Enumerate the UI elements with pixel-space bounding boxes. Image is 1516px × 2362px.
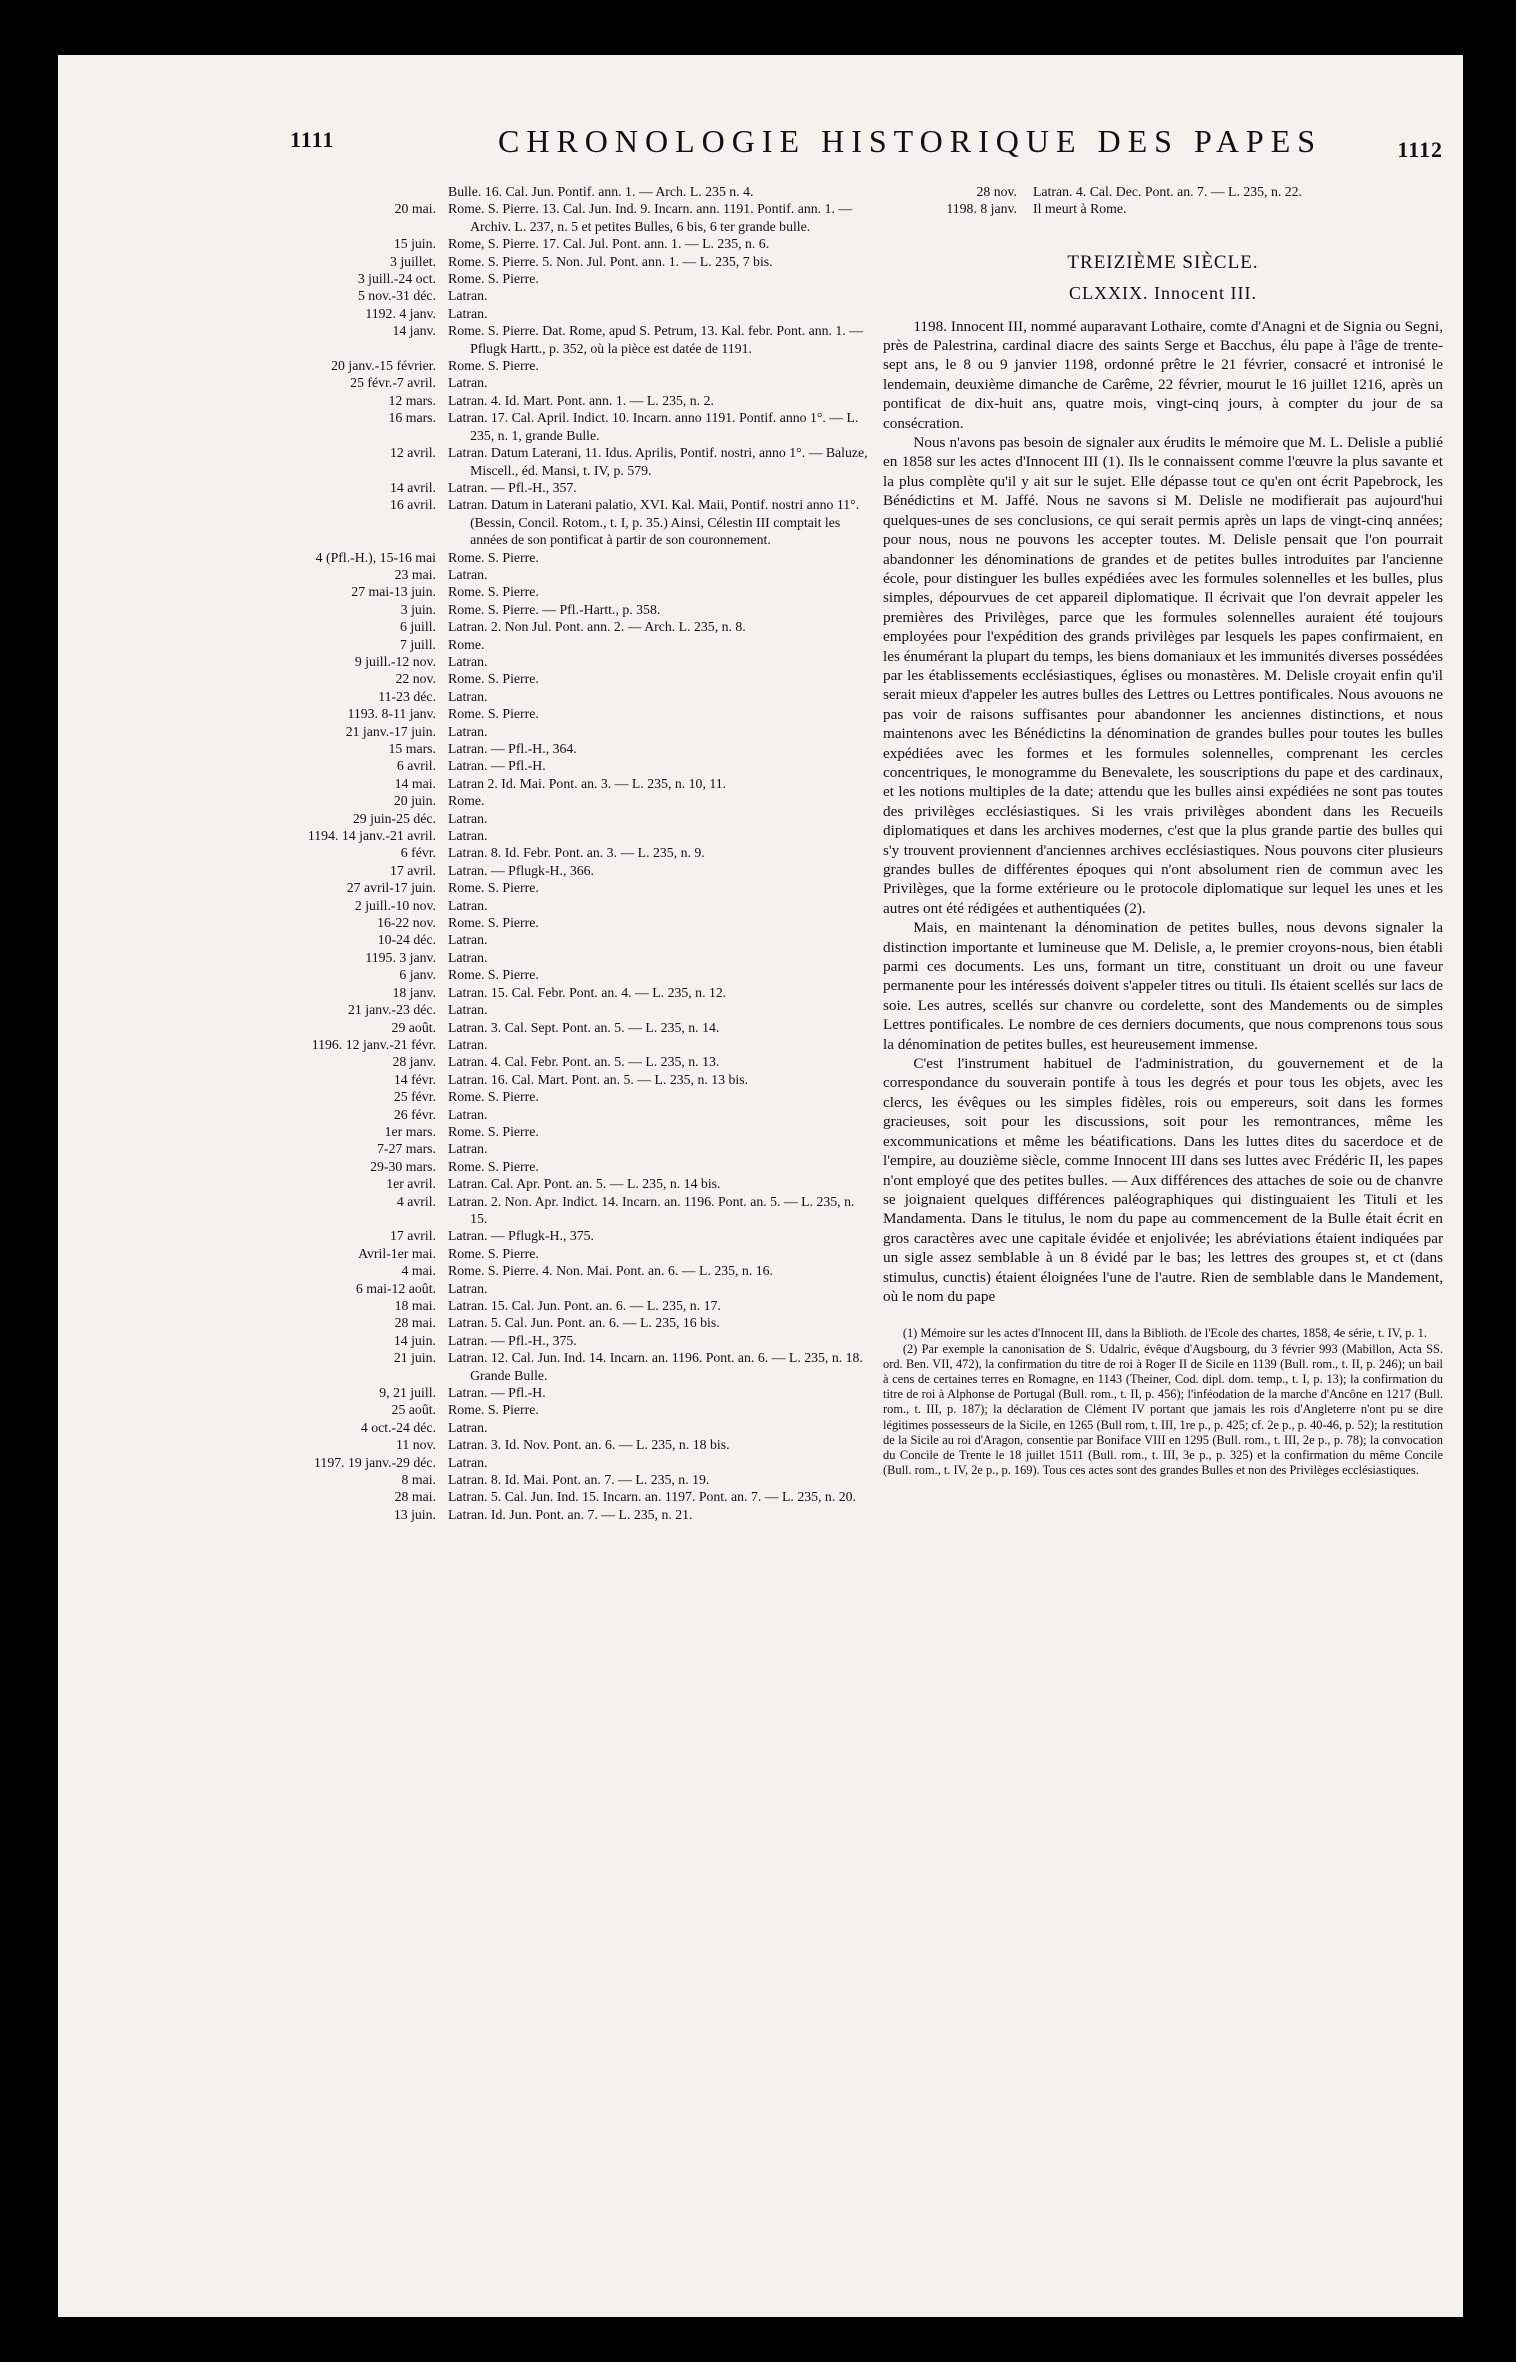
chronology-entry	[208, 392, 868, 409]
footnote: (2) Par exemple la canonisation de S. Udalric, évêque d'Augsbourg, du 3 février 993 (Mabillon, Acta SS. ord. Ben. VII, 472), la confirmation du titre de roi à Roger II de Sicile en 1139 (Bull. rom., t. II, p. 246); un bail à cens de certaines terres en Romagne, en 1143 (Theiner, Cod. dipl. dom. temp., t. I, p. 13); la confirmation du titre de roi à Alphonse de Portugal (Bull. rom., t. II, p. 456); l'inféodation de la marche d'Ancône en 1217 (Bull. rom., t. III, p. 187); la déclaration de Clément IV portant que jamais les rois d'Angleterre n'ont pu se dire légitimes possesseurs de la Sicile, en 1265 (Bull rom, t. III, 1re p., p. 425; cf. 2e p., p. 40-46, p. 52); la restitution de la Sicile au roi d'Aragon, consentie par Boniface VIII en 1295 (Bull. rom., t. III, 2e p., p. 78); la convocation du Concile de Trente le 18 juillet 1511 (Bull. rom., t. III, 3e p., p. 325) et la confirmation du même Concile (Bull. rom., t. IV, 2e p., p. 169). Tous ces actes sont des grandes Bulles et non des Privilèges ecclésiastiques.	[883, 1341, 1443, 1478]
entry-text: Latran. 4. Cal. Febr. Pont. an. 5. — L. 235, n. 13.	[448, 1054, 720, 1070]
entry-text: Rome.	[448, 793, 485, 809]
chronology-entry	[208, 897, 868, 914]
entry-text: Latran.	[448, 932, 488, 948]
chapter-heading: CLXXIX. Innocent III.	[1069, 283, 1257, 304]
entry-text: Latran. 12. Cal. Jun. Ind. 14. Incarn. an. 1196. Pont. an. 6. — L. 235, n. 18. Grande Bulle.	[448, 1350, 863, 1383]
entry-date: 9 juill.-12 nov.	[354, 653, 436, 669]
body-text	[883, 317, 1443, 1307]
chronology-entry	[208, 844, 868, 861]
entry-date: 18 mai.	[394, 1298, 436, 1313]
entry-text: Latran. 4. Id. Mart. Pont. ann. 1. — L. 235, n. 2.	[448, 392, 714, 408]
chronology-entry	[208, 409, 868, 444]
entry-text: Latran.	[448, 566, 488, 582]
entry-date: 25 août.	[391, 1402, 436, 1418]
chronology-entry	[208, 1454, 868, 1471]
entry-text: Latran. 8. Id. Febr. Pont. an. 3. — L. 235, n. 9.	[448, 845, 705, 861]
chronology-entry	[208, 1123, 868, 1140]
entry-date: 7-27 mars.	[376, 1141, 436, 1157]
entry-text: Latran.	[448, 305, 488, 321]
entry-text: Latran. — Pfl.-H., 375.	[448, 1332, 577, 1348]
entry-date: 1194. 14 janv.-21 avril.	[307, 828, 436, 844]
entry-date: 28 mai.	[394, 1315, 436, 1331]
entry-text: Latran. Id. Jun. Pont. an. 7. — L. 235, n. 21.	[448, 1506, 693, 1522]
entry-date: 29 août.	[391, 1019, 436, 1035]
paragraph: C'est l'instrument habituel de l'administration, du gouvernement et de la correspondance du souverain pontife à tous les degrés et pour tous les objets, avec les clercs, les évêques ou les simples fidèles, rois ou empereurs, soit dans les formes gracieuses, soit pour les discussions, soit pour les remontrances, même les excommunications et même les béatifications. Dans les luttes dites du sacerdoce et de l'empire, au douzième siècle, comme Innocent III dans ses luttes avec Frédéric II, les papes n'ont employé que des petites bulles. — Aux différences des attaches de soie ou de chanvre se joignaient quelques différences paléographiques qui distinguaient les Tituli et les Mandamenta. Dans le titulus, le nom du pape au commencement de la Bulle était écrit en gros caractères avec une capitale évidée et enjolivée; les abréviations étaient indiquées par un sigle assez semblable à un 8 évidé par le bas; les lettres des groupes st, et ct (dans stimulus, cunctis) étaient éloignées l'une de l'autre. Rien de semblable dans le Mandement, où le nom du pape	[883, 1055, 1443, 1305]
chronology-entry	[208, 1106, 868, 1123]
entry-date: 17 avril.	[390, 1228, 436, 1244]
entry-date: 25 févr.	[393, 1089, 436, 1105]
entry-date: 6 mai-12 août.	[355, 1280, 436, 1296]
entry-date: 14 mai.	[394, 775, 436, 791]
paragraph: Mais, en maintenant la dénomination de petites bulles, nous devons signaler la distinction importante et lumineuse que M. Delisle, a, le premier croyons-nous, bien établi parmi ces documents. Les uns, formant un titre, constituant un droit ou une faveur permanente pour les intéressés doivent s'appeler titres ou tituli. Ils étaient scellés sur lacs de soie. Les autres, scellés sur chanvre ou cordelette, sont des Mandements ou de simples Lettres pontificales. Le nombre de ces derniers documents, que nous comprenons tous sous la dénomination de petites bulles, est heureusement immense.	[883, 919, 1443, 1053]
chronology-entry	[883, 183, 1443, 200]
entry-text: Latran.	[448, 1280, 488, 1296]
entry-date: 26 févr.	[393, 1106, 436, 1122]
entry-date: 1193. 8-11 janv.	[347, 706, 436, 722]
chronology-entry	[208, 322, 868, 357]
page-number-left: 1111	[290, 127, 335, 152]
entry-text: Rome, S. Pierre. 17. Cal. Jul. Pont. ann. 1. — L. 235, n. 6.	[448, 236, 770, 252]
chronology-entry	[208, 618, 868, 635]
entry-text: Latran. 15. Cal. Jun. Pont. an. 6. — L. 235, n. 17.	[448, 1298, 721, 1313]
chronology-entry	[208, 757, 868, 774]
entry-date: 21 janv.-17 juin.	[345, 723, 436, 739]
chronology-entry	[208, 1471, 868, 1488]
entry-date: Avril-1er mai.	[358, 1245, 436, 1261]
entry-text: Latran. 3. Id. Nov. Pont. an. 6. — L. 235, n. 18 bis.	[448, 1437, 730, 1453]
entry-text: Latran.	[448, 828, 488, 844]
entry-text: Latran. 17. Cal. April. Indict. 10. Incarn. anno 1191. Pontif. anno 1°. — L. 235, n. 1, grande Bulle.	[448, 410, 859, 443]
entry-date: 15 juin.	[393, 236, 436, 252]
entry-date: 29-30 mars.	[370, 1158, 436, 1174]
entry-date: 1197. 19 janv.-29 déc.	[314, 1454, 436, 1470]
chronology-entry	[208, 1280, 868, 1297]
chronology-entry	[208, 1488, 868, 1505]
entry-date: 28 nov.	[976, 184, 1017, 199]
entry-date: 28 janv.	[392, 1054, 436, 1070]
entry-text: Rome. S. Pierre.	[448, 1089, 539, 1105]
chronology-entry	[208, 1262, 868, 1279]
chronology-entry	[208, 688, 868, 705]
entry-text: Rome. S. Pierre.	[448, 549, 539, 565]
entry-text: Latran.	[448, 810, 488, 826]
entry-date: 16 mars.	[388, 410, 436, 426]
entry-text: Rome. S. Pierre.	[448, 271, 539, 287]
entry-text: Bulle. 16. Cal. Jun. Pontif. ann. 1. — Arch. L. 235 n. 4.	[448, 184, 754, 199]
entry-date: 23 mai.	[394, 566, 436, 582]
entry-text: Latran.	[448, 1419, 488, 1435]
entry-date: 12 avril.	[390, 445, 436, 461]
entry-text: Latran. — Pflugk-H., 375.	[448, 1228, 594, 1244]
entry-date: 2 juill.-10 nov.	[354, 897, 436, 913]
right-chronology	[883, 183, 1443, 218]
entry-date: 4 oct.-24 déc.	[360, 1419, 436, 1435]
chronology-entry	[208, 931, 868, 948]
chronology-entry	[208, 1297, 868, 1314]
entry-date: 18 janv.	[392, 984, 436, 1000]
page-number-right: 1112	[1397, 137, 1443, 162]
entry-date: 27 mai-13 juin.	[351, 584, 436, 600]
entry-date: 6 avril.	[396, 758, 436, 774]
entry-text: Latran.	[448, 653, 488, 669]
entry-text: Latran.	[448, 1002, 488, 1018]
chronology-entry	[208, 966, 868, 983]
entry-date: 20 janv.-15 février.	[331, 358, 436, 374]
entry-date: 1er mars.	[384, 1123, 436, 1139]
entry-text: Latran. 16. Cal. Mart. Pont. an. 5. — L. 235, n. 13 bis.	[448, 1071, 749, 1087]
entry-text: Rome. S. Pierre. 4. Non. Mai. Pont. an. 6. — L. 235, n. 16.	[448, 1263, 773, 1279]
chronology-entry	[208, 601, 868, 618]
chronology-entry	[208, 1036, 868, 1053]
entry-date: 4 avril.	[396, 1193, 436, 1209]
chronology-entry	[208, 305, 868, 322]
entry-date: 17 avril.	[390, 862, 436, 878]
chronology-entry	[208, 1506, 868, 1523]
entry-text: Latran.	[448, 723, 488, 739]
chronology-entry	[208, 235, 868, 252]
chronology-entry	[208, 723, 868, 740]
entry-date: 15 mars.	[388, 741, 436, 756]
chronology-entry	[208, 253, 868, 270]
entry-text: Rome. S. Pierre.	[448, 584, 539, 600]
entry-date: 4 (Pfl.-H.), 15-16 mai	[315, 549, 436, 565]
entry-date: 14 juin.	[393, 1332, 436, 1348]
chronology-entry	[208, 827, 868, 844]
entry-date: 1195. 3 janv.	[365, 949, 436, 965]
chronology-entry	[208, 1088, 868, 1105]
chronology-entry	[208, 270, 868, 287]
entry-text: Latran. 2. Non. Apr. Indict. 14. Incarn. an. 1196. Pont. an. 5. — L. 235, n. 15.	[448, 1193, 855, 1226]
entry-text: Latran.	[448, 1454, 488, 1470]
entry-text: Latran. — Pfl.-H.	[448, 758, 546, 774]
running-header	[58, 123, 1463, 167]
chronology-entry	[208, 549, 868, 566]
entry-date: 1er avril.	[386, 1176, 436, 1192]
chronology-entry	[208, 1140, 868, 1157]
entry-date: 16 avril.	[390, 497, 436, 513]
chronology-entry	[208, 1019, 868, 1036]
paragraph: 1198. Innocent III, nommé auparavant Lothaire, comte d'Anagni et de Signia ou Segni, près de Palestrina, cardinal diacre des saints Serge et Bacchus, élu pape à l'âge de trente-sept ans, le 8 ou 9 janvier 1198, ordonné prêtre le 21 février, consacré et intronisé le lendemain, deuxième dimanche de Carême, 22 février, mourut le 16 juillet 1216, après un pontificat de dix-huit ans, quatre mois, vingt-cinq jours, à compter du jour de sa consécration.	[883, 317, 1443, 432]
page-title: CHRONOLOGIE HISTORIQUE DES PAPES	[498, 123, 1323, 159]
entry-date: 3 juillet.	[390, 253, 436, 269]
entry-date: 3 juin.	[400, 601, 436, 617]
entry-text: Rome. S. Pierre.	[448, 1402, 539, 1418]
chronology-entry	[208, 1401, 868, 1418]
chronology-entry	[208, 792, 868, 809]
entry-text: Latran 2. Id. Mai. Pont. an. 3. — L. 235, n. 10, 11.	[448, 775, 727, 791]
entry-date: 1196. 12 janv.-21 févr.	[311, 1036, 436, 1052]
entry-text: Latran.	[448, 688, 488, 704]
entry-text: Latran.	[448, 949, 488, 965]
entry-date: 6 janv.	[399, 967, 436, 983]
chronology-entry	[208, 444, 868, 479]
entry-text: Rome. S. Pierre.	[448, 1123, 539, 1139]
chronology-entry	[208, 1419, 868, 1436]
chronology-entry	[208, 1245, 868, 1262]
entry-text: Rome. S. Pierre.	[448, 1245, 539, 1261]
entry-date: 11-23 déc.	[378, 688, 436, 704]
entry-text: Latran. 2. Non Jul. Pont. ann. 2. — Arch. L. 235, n. 8.	[448, 619, 746, 635]
chronology-entry	[208, 374, 868, 391]
entry-date: 3 juill.-24 oct.	[357, 271, 436, 287]
chronology-entry	[208, 566, 868, 583]
entry-text: Latran. 8. Id. Mai. Pont. an. 7. — L. 235, n. 19.	[448, 1472, 710, 1488]
entry-date: 11 nov.	[396, 1437, 436, 1453]
entry-text: Latran. 15. Cal. Febr. Pont. an. 4. — L. 235, n. 12.	[448, 984, 727, 1000]
entry-text: Rome. S. Pierre.	[448, 880, 539, 896]
footnote: (1) Mémoire sur les actes d'Innocent III, dans la Biblioth. de l'Ecole des chartes, 1858, 4e série, t. IV, p. 1.	[902, 1326, 1427, 1341]
entry-date: 25 févr.-7 avril.	[350, 375, 436, 391]
chronology-entry	[208, 1314, 868, 1331]
entry-date: 6 févr.	[400, 845, 436, 861]
entry-date: 12 mars.	[388, 392, 436, 408]
entry-text: Latran.	[448, 1036, 488, 1052]
entry-date: 14 avril.	[390, 479, 436, 495]
entry-date: 4 mai.	[401, 1263, 436, 1279]
chronology-entry	[208, 1158, 868, 1175]
chronology-entry	[208, 1384, 868, 1401]
entry-text: Latran. Cal. Apr. Pont. an. 5. — L. 235, n. 14 bis.	[448, 1176, 721, 1192]
chronology-entry	[208, 1227, 868, 1244]
entry-text: Latran. — Pfl.-H., 357.	[448, 479, 577, 495]
entry-date: 13 juin.	[393, 1506, 436, 1522]
entry-date: 5 nov.-31 déc.	[357, 288, 436, 304]
chronology-entry	[208, 583, 868, 600]
entry-text: Latran. Datum in Laterani palatio, XVI. Kal. Maii, Pontif. nostri anno 11°. (Bessin, Concil. Rotom., t. I, p. 35.) Ainsi, Célestin III comptait les années de son pontificat à partir de son couronnement.	[448, 497, 860, 548]
entry-text: Latran. 3. Cal. Sept. Pont. an. 5. — L. 235, n. 14.	[448, 1019, 720, 1035]
entry-text: Latran.	[448, 897, 488, 913]
chronology-entry	[208, 949, 868, 966]
chronology-entry	[208, 914, 868, 931]
entry-date: 10-24 déc.	[377, 932, 436, 948]
chronology-entry	[208, 200, 868, 235]
entry-text: Latran. 4. Cal. Dec. Pont. an. 7. — L. 235, n. 22.	[1033, 184, 1302, 199]
entry-date: 14 févr.	[393, 1071, 436, 1087]
entry-text: Rome. S. Pierre.	[448, 706, 539, 722]
entry-text: Rome. S. Pierre. — Pfl.-Hartt., p. 358.	[448, 601, 661, 617]
entry-text: Latran. — Pflugk-H., 366.	[448, 862, 594, 878]
entry-date: 9, 21 juill.	[379, 1385, 436, 1401]
entry-text: Rome. S. Pierre.	[448, 671, 539, 687]
chronology-entry	[208, 1001, 868, 1018]
century-heading: TREIZIÈME SIÈCLE.	[1067, 251, 1259, 273]
chronology-entry	[208, 879, 868, 896]
chronology-entry	[208, 1349, 868, 1384]
chronology-entry	[208, 810, 868, 827]
chronology-entry	[208, 653, 868, 670]
entry-date: 7 juill.	[399, 636, 436, 652]
entry-date: 8 mai.	[401, 1472, 436, 1488]
chronology-entry	[208, 479, 868, 496]
entry-date: 6 juill.	[399, 619, 436, 635]
chronology-entry	[208, 496, 868, 548]
entry-text: Rome. S. Pierre.	[448, 967, 539, 983]
entry-text: Il meurt à Rome.	[1033, 201, 1127, 217]
entry-date: 1198. 8 janv.	[946, 201, 1017, 217]
entry-date: 16-22 nov.	[377, 915, 436, 931]
chronology-entry	[208, 357, 868, 374]
entry-text: Rome. S. Pierre. 13. Cal. Jun. Ind. 9. Incarn. ann. 1191. Pontif. ann. 1. — Archiv. L. 237, n. 5 et petites Bulles, 6 bis, 6 ter grande bulle.	[448, 201, 853, 234]
entry-text: Rome. S. Pierre.	[448, 1158, 539, 1174]
entry-date: 14 janv.	[392, 323, 436, 339]
chronology-entry	[208, 670, 868, 687]
chronology-entry	[208, 183, 868, 200]
chronology-column	[208, 183, 868, 1523]
entry-text: Rome. S. Pierre.	[448, 915, 539, 931]
chronology-entry	[208, 862, 868, 879]
chronology-entry	[208, 1071, 868, 1088]
entry-date: 1192. 4 janv.	[365, 305, 436, 321]
entry-date: 27 avril-17 juin.	[346, 880, 436, 896]
entry-date: 29 juin-25 déc.	[352, 810, 436, 826]
entry-text: Latran.	[448, 1141, 488, 1157]
entry-text: Latran. — Pfl.-H.	[448, 1385, 546, 1401]
chronology-entry	[208, 1332, 868, 1349]
entry-text: Rome. S. Pierre. 5. Non. Jul. Pont. ann. 1. — L. 235, 7 bis.	[448, 253, 773, 269]
entry-date: 20 juin.	[393, 793, 436, 809]
chronology-entry	[883, 200, 1443, 217]
chronology-entry	[208, 636, 868, 653]
entry-date: 20 mai.	[394, 201, 436, 217]
entry-date: 21 juin.	[393, 1350, 436, 1366]
chronology-entry	[208, 287, 868, 304]
entry-date: 22 nov.	[395, 671, 436, 687]
paragraph: Nous n'avons pas besoin de signaler aux érudits le mémoire que M. L. Delisle a publié en 1858 sur les actes d'Innocent III (1). Ils le connaissent comme l'œuvre la plus savante et la plus complète qu'il y ait sur le sujet. Elle dépasse tout ce qu'en ont écrit Papebrock, les Bénédictins et M. Jaffé. Nous ne savons si M. Delisle ne modifierait pas aujourd'hui quelques-unes de ses conclusions, ce qui serait permis après un laps de vingt-cinq années; pour nous, nous ne pouvons les accepter toutes. M. Delisle pensait que l'on pourrait abandonner les dénominations de grandes et de petites bulles introduites par l'ancienne école, pour distinguer les bulles expédiées avec les formules solennelles et les bulles, plus simples, dépourvues de cet appareil diplomatique. Il écrivait que l'on devrait appeler les premières des Privilèges, parce que les formules solennelles auraient été toujours employées pour l'expédition des grands privilèges par lesquels les papes confirmaient, en les énumérant la plupart du temps, les biens domaniaux et les immunités diverses possédées par les établissements ecclésiastiques, églises ou monastères. M. Delisle croyait enfin qu'il serait mieux d'appeler les autres bulles des Lettres ou Lettres pontificales. Nous avouons ne pas voir de raisons suffisantes pour abandonner les anciennes distinctions, et nous maintenons avec les Bénédictins la dénomination de grandes bulles pour toutes les bulles expédiées avec les formes et les formules solennelles, comprenant les cercles concentriques, le monogramme du Benevalete, les souscriptions du pape et des cardinaux, et les notions multiples de la date; attendu que les bulles ainsi expédiées ne sont pas toutes des privilèges ecclésiastiques. Si les vrais privilèges abondent dans les Recueils diplomatiques et dans les archives modernes, c'est que la plus grande partie des bulles qui s'y trouvent proviennent d'anciennes archives ecclésiastiques. Nous pouvons citer plusieurs grandes bulles de différentes époques qui n'ont absolument rien de commun avec les Privilèges, que la forme extérieure ou le protocole diplomatique sur lequel les unes et les autres ont été rédigées et authentiquées (2).	[883, 434, 1443, 917]
footnotes	[883, 1326, 1443, 1478]
entry-text: Latran.	[448, 1106, 488, 1122]
entry-text: Latran. 5. Cal. Jun. Pont. an. 6. — L. 235, 16 bis.	[448, 1315, 720, 1331]
entry-date: 28 mai.	[394, 1489, 436, 1505]
entry-text: Rome. S. Pierre.	[448, 358, 539, 374]
entry-text: Rome.	[448, 636, 485, 652]
chronology-entry	[208, 1053, 868, 1070]
chronology-entry	[208, 1193, 868, 1228]
entry-date: 21 janv.-23 déc.	[348, 1002, 436, 1018]
entry-text: Latran. 5. Cal. Jun. Ind. 15. Incarn. an. 1197. Pont. an. 7. — L. 235, n. 20.	[448, 1489, 856, 1505]
entry-text: Rome. S. Pierre. Dat. Rome, apud S. Petrum, 13. Kal. febr. Pont. ann. 1. — Pflugk Hartt., p. 352, où la pièce est datée de 1191.	[448, 323, 864, 356]
book-page	[58, 55, 1463, 2317]
entry-text: Latran. — Pfl.-H., 364.	[448, 741, 577, 756]
chronology-entry	[208, 1175, 868, 1192]
chronology-entry	[208, 705, 868, 722]
entry-date	[208, 183, 448, 200]
chronology-entry	[208, 984, 868, 1001]
entry-text: Latran.	[448, 288, 488, 304]
chronology-entry	[208, 1436, 868, 1453]
entry-text: Latran.	[448, 375, 488, 391]
entry-text: Latran. Datum Laterani, 11. Idus. Aprilis, Pontif. nostri, anno 1°. — Baluze, Miscell., éd. Mansi, t. IV, p. 579.	[448, 445, 868, 478]
chronology-entry	[208, 775, 868, 792]
text-column	[883, 183, 1443, 1478]
chronology-entry	[208, 740, 868, 757]
